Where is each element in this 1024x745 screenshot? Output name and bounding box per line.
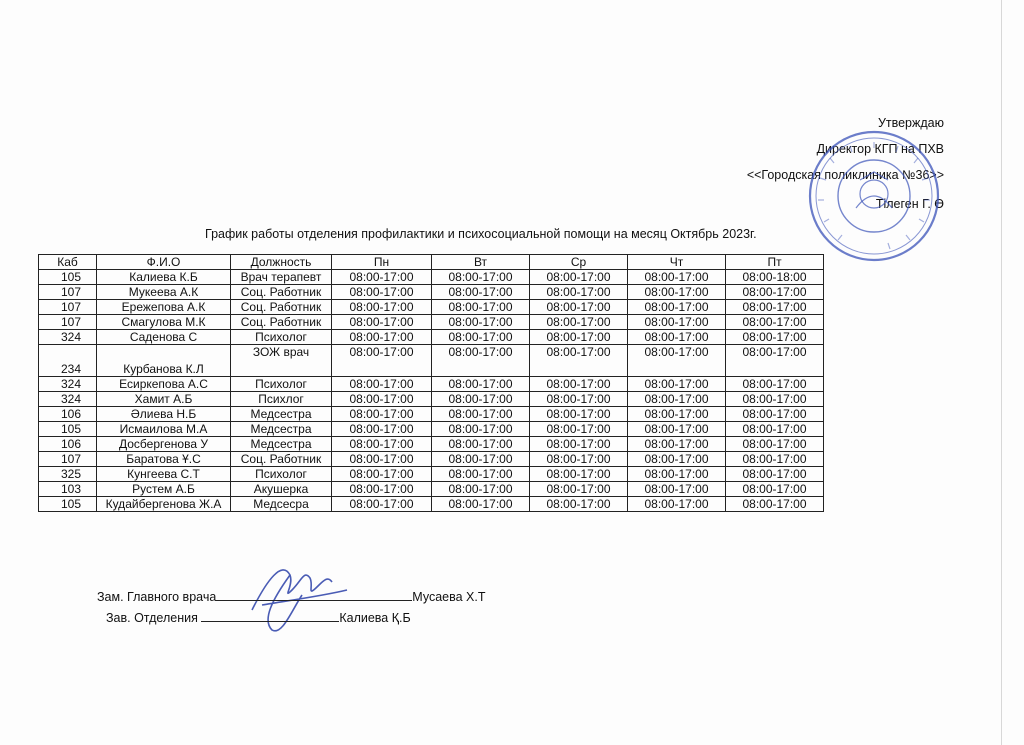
wed-cell: 08:00-17:00 (530, 467, 628, 482)
fri-cell: 08:00-18:00 (726, 270, 824, 285)
tue-cell: 08:00-17:00 (432, 377, 530, 392)
name-cell: Досбергенова У (97, 437, 231, 452)
fri-cell: 08:00-17:00 (726, 422, 824, 437)
approval-position: Директор КГП на ПХВ (816, 142, 944, 156)
signature-underline (201, 611, 339, 622)
schedule-table (38, 254, 824, 512)
name-cell: Хамит А.Б (97, 392, 231, 407)
tue-cell: 08:00-17:00 (432, 315, 530, 330)
fri-cell: 08:00-17:00 (726, 377, 824, 392)
position-cell: Соц. Работник (231, 452, 332, 467)
header-cell: Чт (628, 255, 726, 270)
fri-cell: 08:00-17:00 (726, 285, 824, 300)
wed-cell: 08:00-17:00 (530, 270, 628, 285)
table-row (39, 392, 824, 407)
mon-cell: 08:00-17:00 (332, 270, 432, 285)
name-cell: Калиева К.Б (97, 270, 231, 285)
table-header-row (39, 255, 824, 270)
position-cell: Психолог (231, 377, 332, 392)
approval-title: Утверждаю (877, 116, 944, 130)
fri-cell: 08:00-17:00 (726, 452, 824, 467)
signature-underline (216, 590, 412, 601)
tue-cell: 08:00-17:00 (432, 330, 530, 345)
mon-cell: 08:00-17:00 (332, 330, 432, 345)
thu-cell: 08:00-17:00 (628, 452, 726, 467)
name-cell: Есиркепова А.С (97, 377, 231, 392)
cabinet-cell: 107 (39, 452, 97, 467)
fri-cell: 08:00-17:00 (726, 315, 824, 330)
name-cell: Мукеева А.К (97, 285, 231, 300)
position-cell: Психолог (231, 467, 332, 482)
name-cell: Исмаилова М.А (97, 422, 231, 437)
position-cell: Соц. Работник (231, 285, 332, 300)
mon-cell: 08:00-17:00 (332, 407, 432, 422)
header-cell: Вт (432, 255, 530, 270)
position-cell: Соц. Работник (231, 315, 332, 330)
tue-cell: 08:00-17:00 (432, 437, 530, 452)
fri-cell: 08:00-17:00 (726, 467, 824, 482)
wed-cell: 08:00-17:00 (530, 377, 628, 392)
wed-cell: 08:00-17:00 (530, 452, 628, 467)
thu-cell: 08:00-17:00 (628, 300, 726, 315)
deputy-name: Мусаева Х.Т (412, 590, 486, 604)
name-cell: Смагулова М.К (97, 315, 231, 330)
fri-cell: 08:00-17:00 (726, 437, 824, 452)
table-row (39, 452, 824, 467)
table-row (39, 482, 824, 497)
wed-cell: 08:00-17:00 (530, 407, 628, 422)
tue-cell: 08:00-17:00 (432, 285, 530, 300)
page-title: График работы отделения профилактики и психосоциальной помощи на месяц Октябрь 2023г. (205, 227, 757, 241)
thu-cell: 08:00-17:00 (628, 345, 726, 377)
tue-cell: 08:00-17:00 (432, 300, 530, 315)
mon-cell: 08:00-17:00 (332, 482, 432, 497)
name-cell: Әлиева Н.Б (97, 407, 231, 422)
thu-cell: 08:00-17:00 (628, 270, 726, 285)
position-cell: Психолог (231, 330, 332, 345)
table-row (39, 437, 824, 452)
tue-cell: 08:00-17:00 (432, 482, 530, 497)
cabinet-cell: 105 (39, 270, 97, 285)
mon-cell: 08:00-17:00 (332, 422, 432, 437)
table-row (39, 422, 824, 437)
thu-cell: 08:00-17:00 (628, 467, 726, 482)
thu-cell: 08:00-17:00 (628, 315, 726, 330)
cabinet-cell: 103 (39, 482, 97, 497)
name-cell: Ережепова А.К (97, 300, 231, 315)
position-cell: ЗОЖ врач (231, 345, 332, 377)
table-row (39, 315, 824, 330)
thu-cell: 08:00-17:00 (628, 407, 726, 422)
wed-cell: 08:00-17:00 (530, 437, 628, 452)
table-row (39, 270, 824, 285)
wed-cell: 08:00-17:00 (530, 300, 628, 315)
name-cell: Рустем А.Б (97, 482, 231, 497)
thu-cell: 08:00-17:00 (628, 482, 726, 497)
position-cell: Психлог (231, 392, 332, 407)
thu-cell: 08:00-17:00 (628, 285, 726, 300)
tue-cell: 08:00-17:00 (432, 467, 530, 482)
mon-cell: 08:00-17:00 (332, 285, 432, 300)
position-cell: Врач терапевт (231, 270, 332, 285)
table-row (39, 300, 824, 315)
wed-cell: 08:00-17:00 (530, 345, 628, 377)
fri-cell: 08:00-17:00 (726, 300, 824, 315)
cabinet-cell: 324 (39, 392, 97, 407)
table-row (39, 497, 824, 512)
wed-cell: 08:00-17:00 (530, 497, 628, 512)
cabinet-cell: 107 (39, 315, 97, 330)
mon-cell: 08:00-17:00 (332, 345, 432, 377)
head-name: Калиева Қ.Б (339, 611, 411, 625)
mon-cell: 08:00-17:00 (332, 392, 432, 407)
fri-cell: 08:00-17:00 (726, 345, 824, 377)
wed-cell: 08:00-17:00 (530, 482, 628, 497)
cabinet-cell: 107 (39, 285, 97, 300)
table-row (39, 377, 824, 392)
table-row (39, 407, 824, 422)
deputy-label: Зам. Главного врача (97, 590, 217, 604)
fri-cell: 08:00-17:00 (726, 497, 824, 512)
thu-cell: 08:00-17:00 (628, 392, 726, 407)
page-edge (1001, 0, 1002, 745)
approval-director-name: Тілеген Г. Ө (875, 197, 944, 211)
header-cell: Пт (726, 255, 824, 270)
position-cell: Медсестра (231, 422, 332, 437)
wed-cell: 08:00-17:00 (530, 422, 628, 437)
wed-cell: 08:00-17:00 (530, 315, 628, 330)
position-cell: Соц. Работник (231, 300, 332, 315)
mon-cell: 08:00-17:00 (332, 315, 432, 330)
mon-cell: 08:00-17:00 (332, 377, 432, 392)
name-cell: Кунгеева С.Т (97, 467, 231, 482)
fri-cell: 08:00-17:00 (726, 392, 824, 407)
thu-cell: 08:00-17:00 (628, 437, 726, 452)
cabinet-cell: 234 (39, 345, 97, 377)
mon-cell: 08:00-17:00 (332, 497, 432, 512)
tue-cell: 08:00-17:00 (432, 270, 530, 285)
position-cell: Акушерка (231, 482, 332, 497)
position-cell: Медсесра (231, 497, 332, 512)
tue-cell: 08:00-17:00 (432, 422, 530, 437)
table-row (39, 467, 824, 482)
mon-cell: 08:00-17:00 (332, 437, 432, 452)
name-cell: Баратова Ұ.С (97, 452, 231, 467)
header-cell: Должность (231, 255, 332, 270)
name-cell: Кудайбергенова Ж.А (97, 497, 231, 512)
tue-cell: 08:00-17:00 (432, 392, 530, 407)
cabinet-cell: 105 (39, 497, 97, 512)
table-row (39, 330, 824, 345)
wed-cell: 08:00-17:00 (530, 285, 628, 300)
cabinet-cell: 325 (39, 467, 97, 482)
official-seal-stamp (806, 128, 942, 264)
header-cell: Каб (39, 255, 97, 270)
header-cell: Ср (530, 255, 628, 270)
tue-cell: 08:00-17:00 (432, 407, 530, 422)
thu-cell: 08:00-17:00 (628, 377, 726, 392)
wed-cell: 08:00-17:00 (530, 330, 628, 345)
mon-cell: 08:00-17:00 (332, 452, 432, 467)
tue-cell: 08:00-17:00 (432, 497, 530, 512)
head-label: Зав. Отделения (106, 611, 198, 625)
thu-cell: 08:00-17:00 (628, 330, 726, 345)
fri-cell: 08:00-17:00 (726, 330, 824, 345)
table-row (39, 285, 824, 300)
thu-cell: 08:00-17:00 (628, 497, 726, 512)
cabinet-cell: 107 (39, 300, 97, 315)
head-signature-line (106, 611, 411, 625)
name-cell: Курбанова К.Л (97, 345, 231, 377)
name-cell: Саденова С (97, 330, 231, 345)
position-cell: Медсестра (231, 407, 332, 422)
cabinet-cell: 324 (39, 377, 97, 392)
wed-cell: 08:00-17:00 (530, 392, 628, 407)
position-cell: Медсестра (231, 437, 332, 452)
fri-cell: 08:00-17:00 (726, 407, 824, 422)
mon-cell: 08:00-17:00 (332, 300, 432, 315)
cabinet-cell: 106 (39, 407, 97, 422)
header-cell: Пн (332, 255, 432, 270)
thu-cell: 08:00-17:00 (628, 422, 726, 437)
deputy-signature-line (97, 590, 485, 604)
table-row (39, 345, 824, 377)
tue-cell: 08:00-17:00 (432, 452, 530, 467)
fri-cell: 08:00-17:00 (726, 482, 824, 497)
mon-cell: 08:00-17:00 (332, 467, 432, 482)
cabinet-cell: 106 (39, 437, 97, 452)
header-cell: Ф.И.О (97, 255, 231, 270)
cabinet-cell: 324 (39, 330, 97, 345)
approval-organization: <<Городская поликлиника №36>> (746, 168, 944, 182)
cabinet-cell: 105 (39, 422, 97, 437)
tue-cell: 08:00-17:00 (432, 345, 530, 377)
